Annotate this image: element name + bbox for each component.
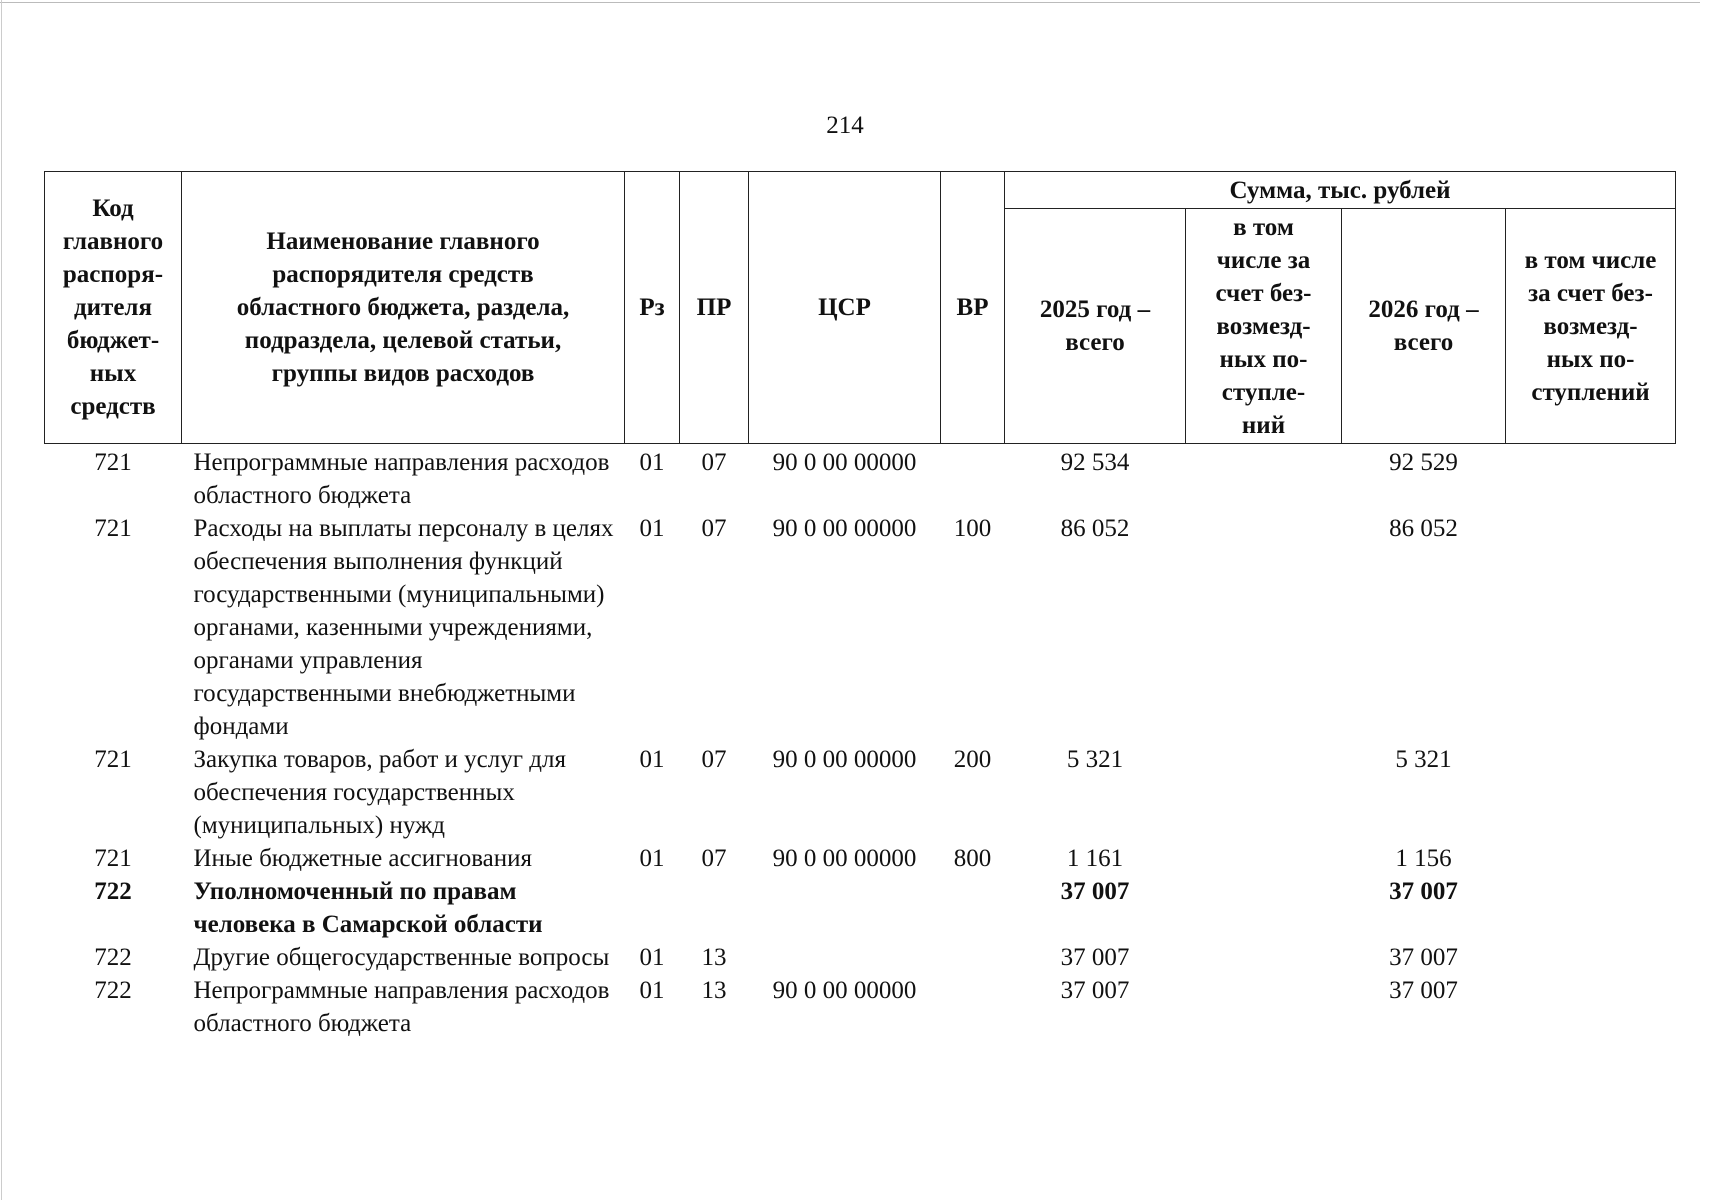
row-2025-free [1186, 875, 1342, 941]
header-2025-total: 2025 год – всего [1005, 209, 1186, 444]
table-row-section [45, 875, 1676, 941]
table-row [45, 974, 1676, 1040]
row-vr [941, 941, 1005, 974]
row-pr: 13 [701, 977, 727, 1004]
header-2026-total: 2026 год – всего [1342, 209, 1506, 444]
header-2025-free: в том числе за счет без-возмезд-ных по-ступле-ний [1186, 209, 1342, 444]
row-vr [941, 974, 1005, 1040]
row-csr: 90 0 00 00000 [772, 515, 917, 542]
row-code: 722 [94, 878, 132, 905]
row-name: Другие общегосударственные вопросы [193, 944, 610, 971]
row-2025-free [1186, 512, 1342, 743]
row-code: 722 [94, 944, 132, 971]
header-2026-free: в том числе за счет без-возмезд-ных по-ступлений [1506, 209, 1676, 444]
row-pr [680, 875, 749, 941]
row-name: Закупка товаров, работ и услуг для обеспечения государственных (муниципальных) нужд [193, 746, 566, 839]
header-pr: ПР [680, 172, 749, 444]
row-2025-total: 37 007 [1060, 878, 1130, 905]
row-code: 721 [94, 515, 132, 542]
row-csr: 90 0 00 00000 [772, 977, 917, 1004]
row-csr [749, 941, 941, 974]
row-name: Уполномоченный по правам человека в Самарской области [193, 878, 543, 938]
header-sum: Сумма, тыс. рублей [1005, 172, 1676, 209]
row-2026-free [1506, 444, 1676, 513]
row-code: 721 [94, 845, 132, 872]
header-code: Код главного распоря-дителя бюджет-ных средств [45, 172, 182, 444]
row-csr: 90 0 00 00000 [772, 449, 917, 476]
header-vr: ВР [941, 172, 1005, 444]
table-body [45, 444, 1676, 1041]
row-pr: 07 [701, 449, 727, 476]
row-name: Иные бюджетные ассигнования [193, 845, 533, 872]
row-name: Непрограммные направления расходов областного бюджета [193, 977, 610, 1037]
row-name: Непрограммные направления расходов областного бюджета [193, 449, 610, 509]
scan-top-edge [0, 2, 1700, 3]
row-vr: 800 [953, 845, 992, 872]
row-rz [625, 875, 680, 941]
header-name: Наименование главного распорядителя средств областного бюджета, раздела, подраздела, целевой статьи, группы видов расходов [182, 172, 625, 444]
page-number: 214 [826, 112, 864, 139]
table-row [45, 842, 1676, 875]
header-rz: Рз [625, 172, 680, 444]
row-2026-total: 1 156 [1395, 845, 1452, 872]
row-2026-free [1506, 875, 1676, 941]
row-pr: 07 [701, 515, 727, 542]
table-row [45, 743, 1676, 842]
row-2026-total: 37 007 [1389, 944, 1458, 971]
row-2026-free [1506, 974, 1676, 1040]
row-2025-free [1186, 842, 1342, 875]
row-2025-total: 5 321 [1066, 746, 1124, 773]
row-2026-total: 37 007 [1389, 977, 1458, 1004]
row-2026-total: 37 007 [1389, 878, 1458, 905]
table-row [45, 444, 1676, 513]
row-csr: 90 0 00 00000 [772, 845, 917, 872]
row-pr: 07 [701, 845, 727, 872]
row-rz: 01 [639, 746, 665, 773]
row-vr [941, 875, 1005, 941]
row-code: 721 [94, 449, 132, 476]
row-pr: 13 [701, 944, 727, 971]
row-2026-total: 92 529 [1389, 449, 1458, 476]
row-2026-total: 86 052 [1389, 515, 1458, 542]
row-2025-free [1186, 743, 1342, 842]
row-code: 722 [94, 977, 132, 1004]
row-code: 721 [94, 746, 132, 773]
row-2025-total: 37 007 [1060, 977, 1130, 1004]
row-2025-total: 37 007 [1060, 944, 1130, 971]
row-2026-free [1506, 842, 1676, 875]
table-row [45, 512, 1676, 743]
row-2025-free [1186, 974, 1342, 1040]
row-rz: 01 [639, 845, 665, 872]
row-2025-total: 92 534 [1060, 449, 1130, 476]
scan-left-edge [1, 0, 2, 1200]
row-2026-total: 5 321 [1395, 746, 1452, 773]
row-rz: 01 [639, 449, 665, 476]
row-2025-free [1186, 444, 1342, 513]
budget-table [44, 171, 1676, 1040]
row-rz: 01 [639, 977, 665, 1004]
row-vr: 100 [953, 515, 992, 542]
row-rz: 01 [639, 515, 665, 542]
table-header [45, 172, 1676, 444]
row-pr: 07 [701, 746, 727, 773]
row-2025-free [1186, 941, 1342, 974]
row-2026-free [1506, 512, 1676, 743]
row-name: Расходы на выплаты персоналу в целях обеспечения выполнения функций государственными (муниципальными) органами, казенными учреждениями, органами управления государственными внебюджетными фондами [193, 515, 614, 740]
row-vr [941, 444, 1005, 513]
table-row [45, 941, 1676, 974]
row-2026-free [1506, 941, 1676, 974]
row-2026-free [1506, 743, 1676, 842]
row-2025-total: 1 161 [1066, 845, 1124, 872]
row-2025-total: 86 052 [1060, 515, 1130, 542]
header-csr: ЦСР [749, 172, 941, 444]
row-csr [749, 875, 941, 941]
row-vr: 200 [953, 746, 992, 773]
row-rz: 01 [639, 944, 665, 971]
row-csr: 90 0 00 00000 [772, 746, 917, 773]
